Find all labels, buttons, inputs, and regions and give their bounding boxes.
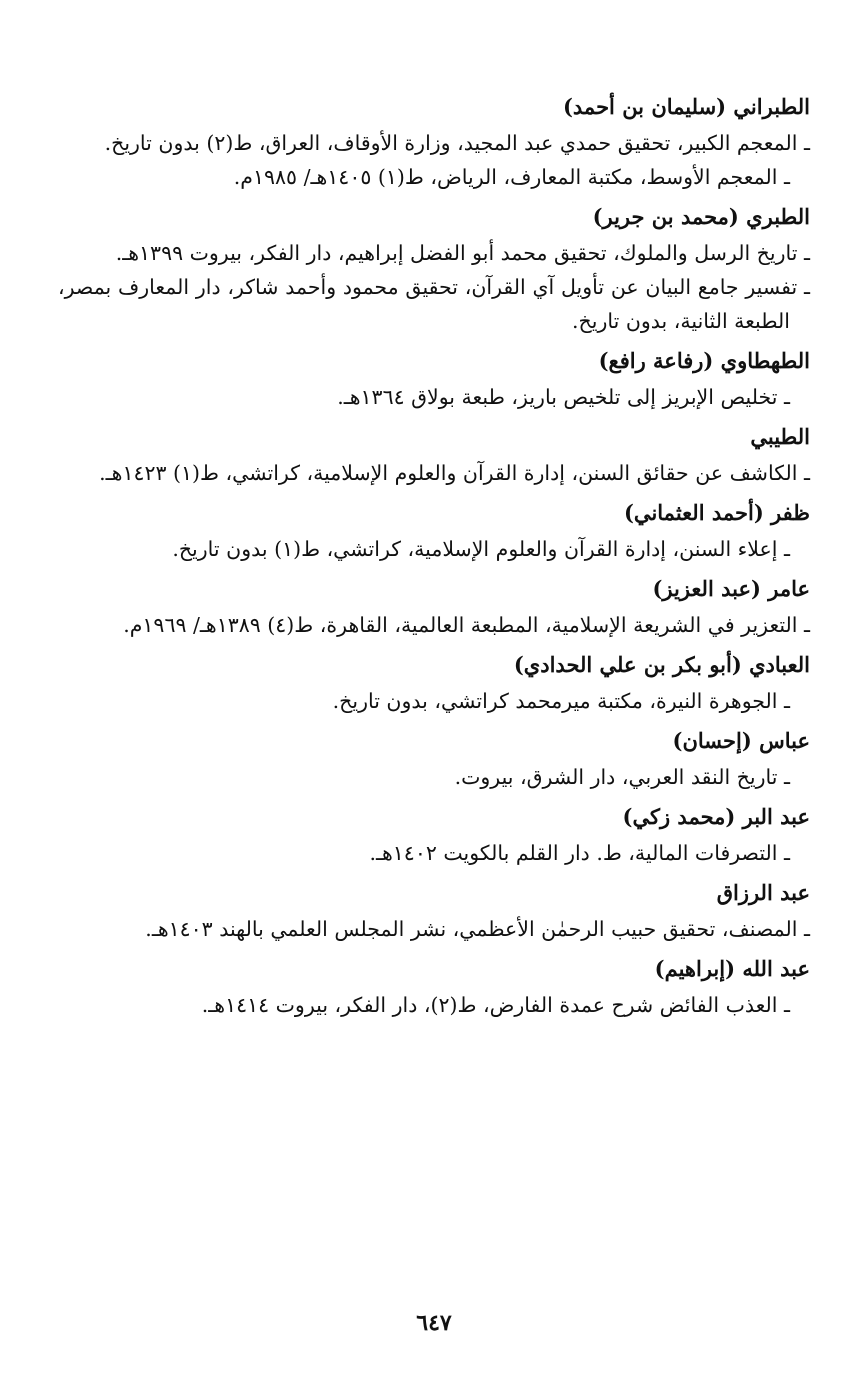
bibliography-entry: ـ المعجم الأوسط، مكتبة المعارف، الرياض، ط(١) ١٤٠٥هـ/ ١٩٨٥م. (233, 165, 790, 189)
author-heading: الطبري (محمد بن جرير) (592, 204, 810, 229)
author-heading: عباس (إحسان) (672, 728, 810, 753)
bibliography-list (58, 84, 810, 1022)
bibliography-entry: ـ تخليص الإبريز إلى تلخيص باريز، طبعة بولاق ١٣٦٤هـ. (337, 385, 790, 409)
author-heading: الطبراني (سليمان بن أحمد) (562, 94, 810, 119)
author-heading: عبد البر (محمد زكي) (622, 804, 810, 829)
bibliography-entry: ـ التعزير في الشريعة الإسلامية، المطبعة العالمية، القاهرة، ط(٤) ١٣٨٩هـ/ ١٩٦٩م. (123, 613, 810, 637)
bibliography-entry: ـ المصنف، تحقيق حبيب الرحمٰن الأعظمي، نشر المجلس العلمي بالهند ١٤٠٣هـ. (145, 917, 810, 941)
bibliography-entry: ـ العذب الفائض شرح عمدة الفارض، ط(٢)، دار الفكر، بيروت ١٤١٤هـ. (201, 993, 790, 1017)
author-heading: عبد الله (إبراهيم) (654, 956, 810, 981)
author-heading: الطيبي (750, 424, 810, 449)
page-number: ٦٤٧ (416, 1310, 452, 1336)
author-heading: ظفر (أحمد العثماني) (624, 500, 810, 525)
bibliography-entry: ـ تاريخ النقد العربي، دار الشرق، بيروت. (454, 765, 790, 789)
bibliography-entry: ـ تفسير جامع البيان عن تأويل آي القرآن، تحقيق محمود وأحمد شاكر، دار المعارف بمصر، الطبعة الثانية، بدون تاريخ. (58, 275, 810, 333)
author-heading: الطهطاوي (رفاعة رافع) (598, 348, 810, 373)
bibliography-entry: ـ الكاشف عن حقائق السنن، إدارة القرآن والعلوم الإسلامية، كراتشي، ط(١) ١٤٢٣هـ. (99, 461, 810, 485)
author-heading: عامر (عبد العزيز) (652, 576, 810, 601)
author-heading: عبد الرزاق (716, 880, 810, 905)
author-heading: العبادي (أبو بكر بن علي الحدادي) (513, 652, 810, 677)
bibliography-entry: ـ المعجم الكبير، تحقيق حمدي عبد المجيد، وزارة الأوقاف، العراق، ط(٢) بدون تاريخ. (104, 131, 810, 155)
bibliography-entry: ـ التصرفات المالية، ط. دار القلم بالكويت ١٤٠٢هـ. (369, 841, 790, 865)
bibliography-entry: ـ تاريخ الرسل والملوك، تحقيق محمد أبو الفضل إبراهيم، دار الفكر، بيروت ١٣٩٩هـ. (115, 241, 810, 265)
bibliography-entry: ـ الجوهرة النيرة، مكتبة ميرمحمد كراتشي، بدون تاريخ. (332, 689, 790, 713)
bibliography-entry: ـ إعلاء السنن، إدارة القرآن والعلوم الإسلامية، كراتشي، ط(١) بدون تاريخ. (172, 537, 790, 561)
